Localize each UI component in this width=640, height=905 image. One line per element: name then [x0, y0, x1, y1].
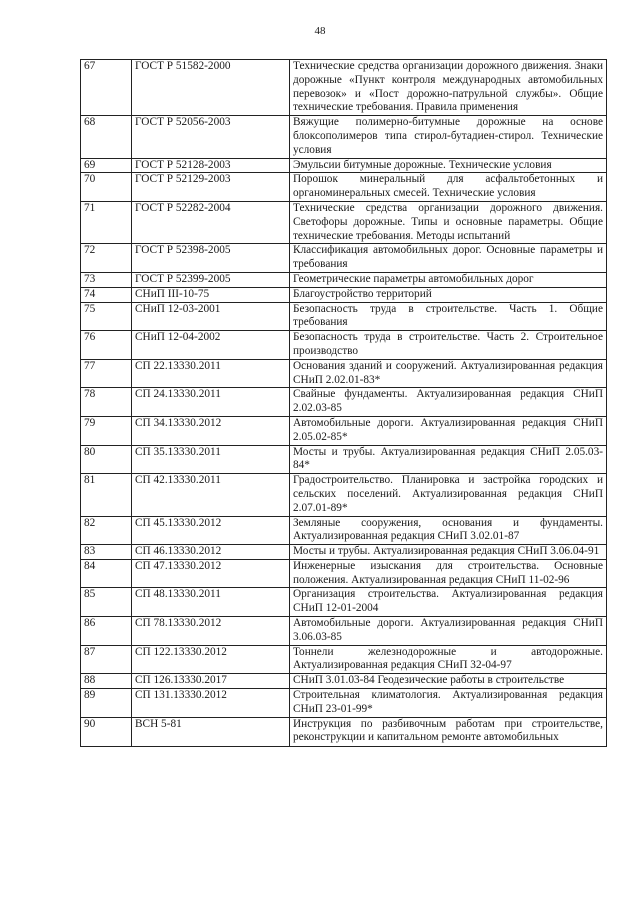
row-number-text: 86 — [84, 617, 96, 630]
standards-table — [80, 59, 607, 747]
row-number-cell — [81, 201, 132, 243]
standard-title-cell — [290, 416, 607, 445]
row-number-text: 74 — [84, 287, 96, 300]
row-number-text: 81 — [84, 474, 96, 487]
standard-code-cell — [132, 359, 290, 388]
table-row — [81, 287, 607, 302]
standard-code-text: ВСН 5-81 — [135, 717, 182, 730]
standard-title-text: Свайные фундаменты. Актуализированная редакция СНиП 2.02.03-85 — [293, 388, 603, 415]
standard-title-text: Автомобильные дороги. Актуализированная редакция СНиП 3.06.03-85 — [293, 617, 603, 643]
standard-title-text: Эмульсии битумные дорожные. Технические условия — [293, 158, 552, 171]
standard-code-cell — [132, 674, 290, 689]
table-row — [81, 359, 607, 388]
row-number-text: 75 — [84, 302, 96, 315]
row-number-cell — [81, 302, 132, 331]
table-row — [81, 545, 607, 560]
table-row — [81, 588, 607, 617]
standard-title-text: Мосты и трубы. Актуализированная редакция СНиП 3.06.04-91 — [293, 545, 600, 558]
standard-title-text: Земляные сооружения, основания и фундаменты. Актуализированная редакция СНиП 3.02.01-87 — [293, 516, 603, 543]
standard-code-cell — [132, 287, 290, 302]
row-number-text: 67 — [84, 60, 96, 72]
standard-code-text: ГОСТ Р 51582-2000 — [135, 60, 231, 72]
row-number-text: 80 — [84, 445, 96, 458]
standard-code-text: СП 45.13330.2012 — [135, 516, 222, 529]
row-number-text: 82 — [84, 516, 96, 529]
standard-code-text: СП 34.13330.2012 — [135, 416, 222, 429]
row-number-cell — [81, 244, 132, 273]
standard-title-text: Классификация автомобильных дорог. Основные параметры и требования — [293, 244, 603, 271]
standard-code-cell — [132, 272, 290, 287]
standard-title-text: Инженерные изыскания для строительства. Основные положения. Актуализированная редакция СНиП 11-02-96 — [293, 559, 603, 586]
table-row — [81, 173, 607, 202]
standard-code-cell — [132, 617, 290, 646]
standard-title-cell — [290, 116, 607, 158]
standard-title-cell — [290, 645, 607, 674]
table-row — [81, 445, 607, 474]
standard-code-text: СП 131.13330.2012 — [135, 689, 227, 702]
row-number-cell — [81, 474, 132, 516]
standard-code-cell — [132, 302, 290, 331]
standard-code-cell — [132, 173, 290, 202]
standard-title-cell — [290, 674, 607, 689]
row-number-cell — [81, 158, 132, 173]
table-row — [81, 116, 607, 158]
standard-code-text: СП 22.13330.2011 — [135, 359, 221, 372]
standard-title-cell — [290, 158, 607, 173]
standard-title-cell — [290, 359, 607, 388]
standard-code-text: СНиП III-10-75 — [135, 287, 210, 300]
table-row — [81, 645, 607, 674]
standard-title-text: Автомобильные дороги. Актуализированная редакция СНиП 2.05.02-85* — [293, 416, 603, 443]
table-row — [81, 244, 607, 273]
standard-title-text: Геометрические параметры автомобильных дорог — [293, 272, 534, 285]
standard-code-cell — [132, 331, 290, 360]
row-number-cell — [81, 173, 132, 202]
row-number-cell — [81, 388, 132, 417]
table-row — [81, 331, 607, 360]
table-row — [81, 302, 607, 331]
standard-title-cell — [290, 244, 607, 273]
row-number-cell — [81, 674, 132, 689]
standard-title-text: Вяжущие полимерно-битумные дорожные на основе блоксополимеров типа стирол-бутадиен-стирол. Технические условия — [293, 116, 603, 156]
standard-code-cell — [132, 545, 290, 560]
standard-code-text: СП 46.13330.2012 — [135, 545, 222, 558]
row-number-cell — [81, 516, 132, 545]
row-number-cell — [81, 717, 132, 746]
standard-code-cell — [132, 60, 290, 116]
row-number-text: 70 — [84, 173, 96, 186]
standard-title-cell — [290, 689, 607, 718]
table-row — [81, 474, 607, 516]
row-number-text: 68 — [84, 116, 96, 129]
standard-code-cell — [132, 588, 290, 617]
table-row — [81, 201, 607, 243]
standard-title-text: Организация строительства. Актуализированная редакция СНиП 12-01-2004 — [293, 588, 603, 615]
standard-code-cell — [132, 474, 290, 516]
table-row — [81, 689, 607, 718]
row-number-text: 79 — [84, 416, 96, 429]
standard-code-text: ГОСТ Р 52399-2005 — [135, 272, 231, 285]
standard-title-text: Инструкция по разбивочным работам при строительстве, реконструкции и капитальном ремонте автомобильных — [293, 717, 603, 744]
row-number-text: 72 — [84, 244, 96, 257]
row-number-cell — [81, 689, 132, 718]
standard-title-text: Мосты и трубы. Актуализированная редакция СНиП 2.05.03-84* — [293, 445, 603, 472]
standard-title-text: Технические средства организации дорожного движения. Знаки дорожные «Пункт контроля международных автомобильных перевозок» и «Пост дорожно-патрульной службы». Общие технические требования. Правила применения — [293, 60, 603, 114]
row-number-text: 84 — [84, 559, 96, 572]
row-number-text: 76 — [84, 331, 96, 344]
row-number-cell — [81, 359, 132, 388]
row-number-text: 83 — [84, 545, 96, 558]
standard-code-cell — [132, 689, 290, 718]
standard-code-text: СП 47.13330.2012 — [135, 559, 222, 572]
standard-title-cell — [290, 173, 607, 202]
standard-code-cell — [132, 388, 290, 417]
page-number: 48 — [314, 25, 326, 37]
table-row — [81, 674, 607, 689]
row-number-text: 89 — [84, 689, 96, 702]
standard-title-text: Порошок минеральный для асфальтобетонных и органоминеральных смесей. Технические условия — [293, 173, 603, 200]
standard-title-cell — [290, 388, 607, 417]
standard-code-text: СНиП 12-04-2002 — [135, 331, 221, 344]
row-number-text: 87 — [84, 645, 96, 658]
table-row — [81, 158, 607, 173]
standard-title-text: Градостроительство. Планировка и застройка городских и сельских поселений. Актуализированная редакция СНиП 2.07.01-89* — [293, 474, 603, 514]
standard-title-text: Безопасность труда в строительстве. Часть 1. Общие требования — [293, 302, 603, 329]
standard-code-text: СП 48.13330.2011 — [135, 588, 221, 601]
row-number-cell — [81, 116, 132, 158]
row-number-cell — [81, 445, 132, 474]
standard-title-cell — [290, 331, 607, 360]
table-row — [81, 416, 607, 445]
standard-title-cell — [290, 60, 607, 116]
standard-code-cell — [132, 244, 290, 273]
row-number-cell — [81, 559, 132, 588]
standard-title-text: Основания зданий и сооружений. Актуализированная редакция СНиП 2.02.01-83* — [293, 359, 603, 386]
table-row — [81, 60, 607, 116]
row-number-text: 88 — [84, 674, 96, 687]
standard-title-text: Безопасность труда в строительстве. Часть 2. Строительное производство — [293, 331, 603, 357]
row-number-text: 90 — [84, 717, 96, 730]
standard-code-cell — [132, 516, 290, 545]
standard-title-text: Технические средства организации дорожного движения. Светофоры дорожные. Типы и основные параметры. Общие технические требования. Методы испытаний — [293, 201, 603, 242]
row-number-cell — [81, 287, 132, 302]
standard-title-cell — [290, 516, 607, 545]
standard-title-cell — [290, 717, 607, 746]
row-number-cell — [81, 645, 132, 674]
standard-code-text: СНиП 12-03-2001 — [135, 302, 221, 315]
standard-title-cell — [290, 559, 607, 588]
standard-title-text: Тоннели железнодорожные и автодорожные. Актуализированная редакция СНиП 32-04-97 — [293, 645, 603, 672]
standard-code-text: СП 35.13330.2011 — [135, 445, 221, 458]
standards-table-body — [81, 60, 607, 747]
standard-code-text: ГОСТ Р 52056-2003 — [135, 116, 231, 129]
standard-code-cell — [132, 416, 290, 445]
row-number-text: 77 — [84, 359, 96, 372]
standard-code-text: СП 126.13330.2017 — [135, 674, 227, 687]
row-number-text: 71 — [84, 201, 96, 214]
standard-title-cell — [290, 272, 607, 287]
table-row — [81, 272, 607, 287]
row-number-text: 69 — [84, 158, 96, 171]
standard-code-text: СП 24.13330.2011 — [135, 388, 221, 401]
standard-code-text: СП 42.13330.2011 — [135, 474, 221, 487]
row-number-cell — [81, 617, 132, 646]
standard-code-cell — [132, 445, 290, 474]
table-row — [81, 388, 607, 417]
standard-title-cell — [290, 287, 607, 302]
row-number-cell — [81, 588, 132, 617]
standard-title-text: Строительная климатология. Актуализированная редакция СНиП 23-01-99* — [293, 689, 603, 715]
standard-code-cell — [132, 201, 290, 243]
standard-title-cell — [290, 545, 607, 560]
standard-code-text: СП 122.13330.2012 — [135, 645, 227, 658]
row-number-cell — [81, 331, 132, 360]
standard-title-text: СНиП 3.01.03-84 Геодезические работы в строительстве — [293, 674, 565, 687]
table-row — [81, 617, 607, 646]
standard-code-text: ГОСТ Р 52398-2005 — [135, 244, 231, 257]
table-row — [81, 559, 607, 588]
standard-title-cell — [290, 302, 607, 331]
standard-title-cell — [290, 445, 607, 474]
row-number-cell — [81, 416, 132, 445]
standard-code-cell — [132, 645, 290, 674]
standard-code-cell — [132, 116, 290, 158]
row-number-text: 85 — [84, 588, 96, 601]
standard-title-text: Благоустройство территорий — [293, 287, 432, 300]
standard-title-cell — [290, 588, 607, 617]
standard-code-text: СП 78.13330.2012 — [135, 617, 222, 630]
table-row — [81, 516, 607, 545]
row-number-cell — [81, 60, 132, 116]
standard-code-text: ГОСТ Р 52128-2003 — [135, 158, 231, 171]
row-number-text: 73 — [84, 272, 96, 285]
standard-code-text: ГОСТ Р 52129-2003 — [135, 173, 231, 186]
standard-code-text: ГОСТ Р 52282-2004 — [135, 201, 231, 214]
table-row — [81, 717, 607, 746]
standard-code-cell — [132, 717, 290, 746]
row-number-cell — [81, 545, 132, 560]
row-number-cell — [81, 272, 132, 287]
standard-code-cell — [132, 559, 290, 588]
standard-title-cell — [290, 201, 607, 243]
row-number-text: 78 — [84, 388, 96, 401]
standard-title-cell — [290, 474, 607, 516]
standard-title-cell — [290, 617, 607, 646]
standard-code-cell — [132, 158, 290, 173]
